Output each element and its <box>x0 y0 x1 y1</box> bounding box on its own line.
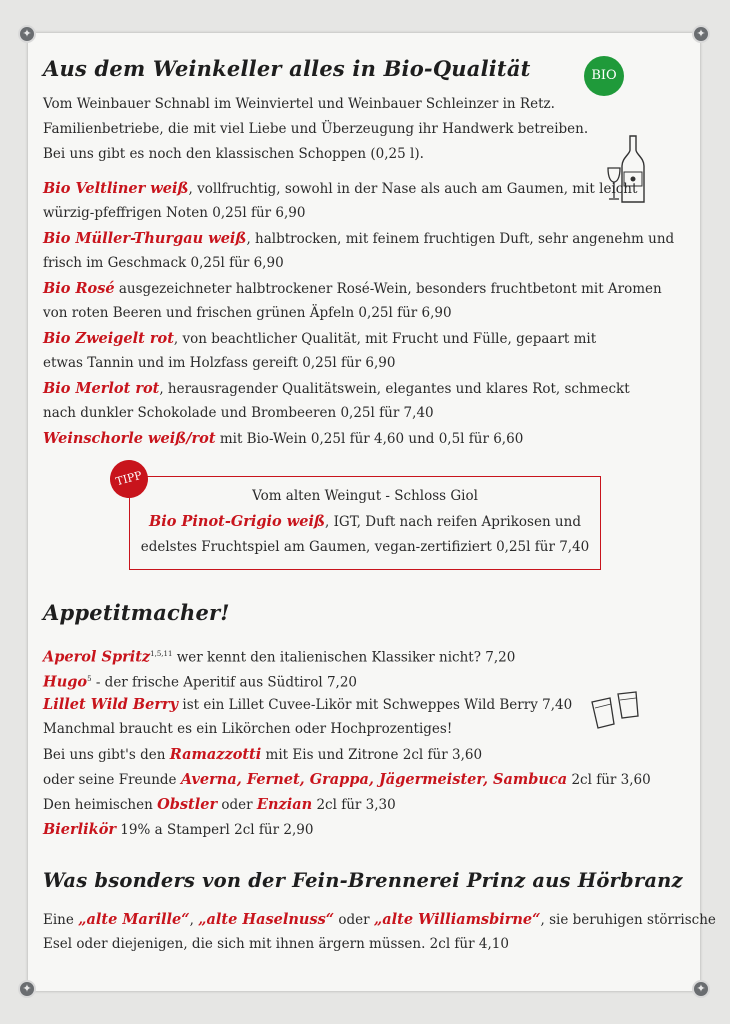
brennerei-line: Esel oder diejenigen, die sich mit ihnen ärgern müssen. 2cl für 4,10 <box>43 936 509 952</box>
pin-icon: ✦ <box>18 25 36 43</box>
section-title-brennerei: Was bsonders von der Fein-Brennerei Prinz aus Hörbranz <box>43 869 683 892</box>
aperitif-item <box>43 692 572 718</box>
allergen-note: 5 <box>87 675 92 683</box>
wine-name: Bio Müller-Thurgau weiß <box>43 230 247 247</box>
wine-item <box>43 326 596 352</box>
wine-desc: , vollfruchtig, sowohl in der Nase als auch am Gaumen, mit leicht <box>188 181 638 197</box>
drink-name: Hugo <box>43 673 88 691</box>
aperitif-item <box>43 792 396 818</box>
wine-desc-line: von roten Beeren und frischen grünen Äpfeln 0,25l für 6,90 <box>43 305 452 321</box>
tip-line: edelstes Fruchtspiel am Gaumen, vegan-zertifiziert 0,25l für 7,40 <box>140 539 590 555</box>
drink-name: Averna, Fernet, Grappa, Jägermeister, Sambuca <box>180 771 568 788</box>
wine-desc: mit Bio-Wein 0,25l für 4,60 und 0,5l für 6,60 <box>215 431 524 447</box>
brennerei-line <box>43 907 716 933</box>
drink-name: Ramazzotti <box>169 746 262 763</box>
wine-desc-line: frisch im Geschmack 0,25l für 6,90 <box>43 255 284 271</box>
wine-item <box>43 176 637 202</box>
allergen-note: 1,5,11 <box>150 650 173 658</box>
wine-name: Weinschorle weiß/rot <box>43 430 216 447</box>
tipp-badge: TIPP <box>106 456 153 503</box>
wine-desc: ausgezeichneter halbtrockener Rosé-Wein, besonders fruchtbetont mit Aromen <box>114 281 662 297</box>
brennerei-desc: , <box>189 912 199 928</box>
schnaps-name: „alte Williamsbirne“ <box>373 911 541 928</box>
pin-icon: ✦ <box>18 980 36 998</box>
intro-line: Bei uns gibt es noch den klassischen Schoppen (0,25 l). <box>43 146 424 162</box>
drink-desc: ist ein Lillet Cuvee-Likör mit Schweppes Wild Berry 7,40 <box>178 697 573 713</box>
shot-glasses-icon <box>588 688 648 736</box>
schnaps-name: „alte Marille“ <box>78 911 190 928</box>
section-title-aperitif: Appetitmacher! <box>43 600 230 625</box>
wine-item <box>43 376 630 402</box>
tip-line <box>130 509 600 535</box>
drink-desc: 2cl für 3,60 <box>567 772 651 788</box>
wine-item <box>43 226 674 252</box>
drink-desc: Bei uns gibt's den <box>43 747 170 763</box>
aperitif-item <box>43 767 651 793</box>
drink-desc: 19% a Stamperl 2cl für 2,90 <box>116 822 314 838</box>
tip-line: Vom alten Weingut - Schloss Giol <box>252 488 478 504</box>
wine-desc: , halbtrocken, mit feinem fruchtigen Duft, sehr angenehm und <box>246 231 675 247</box>
wine-desc-line: nach dunkler Schokolade und Brombeeren 0,25l für 7,40 <box>43 405 434 421</box>
drink-desc: oder <box>217 797 257 813</box>
wine-name: Bio Rosé <box>43 280 115 297</box>
wine-name: Bio Veltliner weiß <box>43 180 189 197</box>
drink-desc: Den heimischen <box>43 797 158 813</box>
drink-name: Obstler <box>157 796 218 813</box>
wine-desc-line: würzig-pfeffrigen Noten 0,25l für 6,90 <box>43 205 306 221</box>
drink-desc: oder seine Freunde <box>43 772 181 788</box>
aperitif-item <box>43 742 482 768</box>
section-title-wine: Aus dem Weinkeller alles in Bio-Qualität <box>43 56 531 81</box>
wine-desc: , IGT, Duft nach reifen Aprikosen und <box>325 514 581 530</box>
tip-box <box>129 476 601 570</box>
drink-desc: mit Eis und Zitrone 2cl für 3,60 <box>261 747 483 763</box>
drink-name: Enzian <box>256 796 313 813</box>
brennerei-desc: , sie beruhigen störrische <box>540 912 716 928</box>
wine-desc: , herausragender Qualitätswein, elegantes und klares Rot, schmeckt <box>159 381 630 397</box>
bio-badge: BIO <box>584 56 624 96</box>
intro-line: Vom Weinbauer Schnabl im Weinviertel und Weinbauer Schleinzer in Retz. <box>43 96 555 112</box>
wine-item <box>43 276 662 302</box>
drink-name: Bierlikör <box>43 821 117 838</box>
pin-icon: ✦ <box>692 980 710 998</box>
aperitif-line: Manchmal braucht es ein Likörchen oder Hochprozentiges! <box>43 721 453 737</box>
wine-name: Bio Merlot rot <box>43 380 160 397</box>
aperitif-item <box>43 817 313 843</box>
drink-name: Lillet Wild Berry <box>43 696 179 713</box>
drink-desc: - der frische Aperitif aus Südtirol 7,20 <box>91 674 358 691</box>
wine-item <box>43 426 523 452</box>
schnaps-name: „alte Haselnuss“ <box>198 911 335 928</box>
drink-name: Aperol Spritz <box>43 648 151 666</box>
pin-icon: ✦ <box>692 25 710 43</box>
brennerei-desc: oder <box>334 912 374 928</box>
wine-desc: , von beachtlicher Qualität, mit Frucht und Fülle, gepaart mit <box>173 331 597 347</box>
brennerei-desc: Eine <box>43 912 79 928</box>
drink-desc: 2cl für 3,30 <box>312 797 396 813</box>
intro-line: Familienbetriebe, die mit viel Liebe und Überzeugung ihr Handwerk betreiben. <box>43 121 589 137</box>
wine-desc-line: etwas Tannin und im Holzfass gereift 0,25l für 6,90 <box>43 355 396 371</box>
drink-desc: wer kennt den italienischen Klassiker nicht? 7,20 <box>172 649 516 666</box>
wine-name: Bio Pinot-Grigio weiß <box>149 513 325 530</box>
wine-name: Bio Zweigelt rot <box>43 330 174 347</box>
